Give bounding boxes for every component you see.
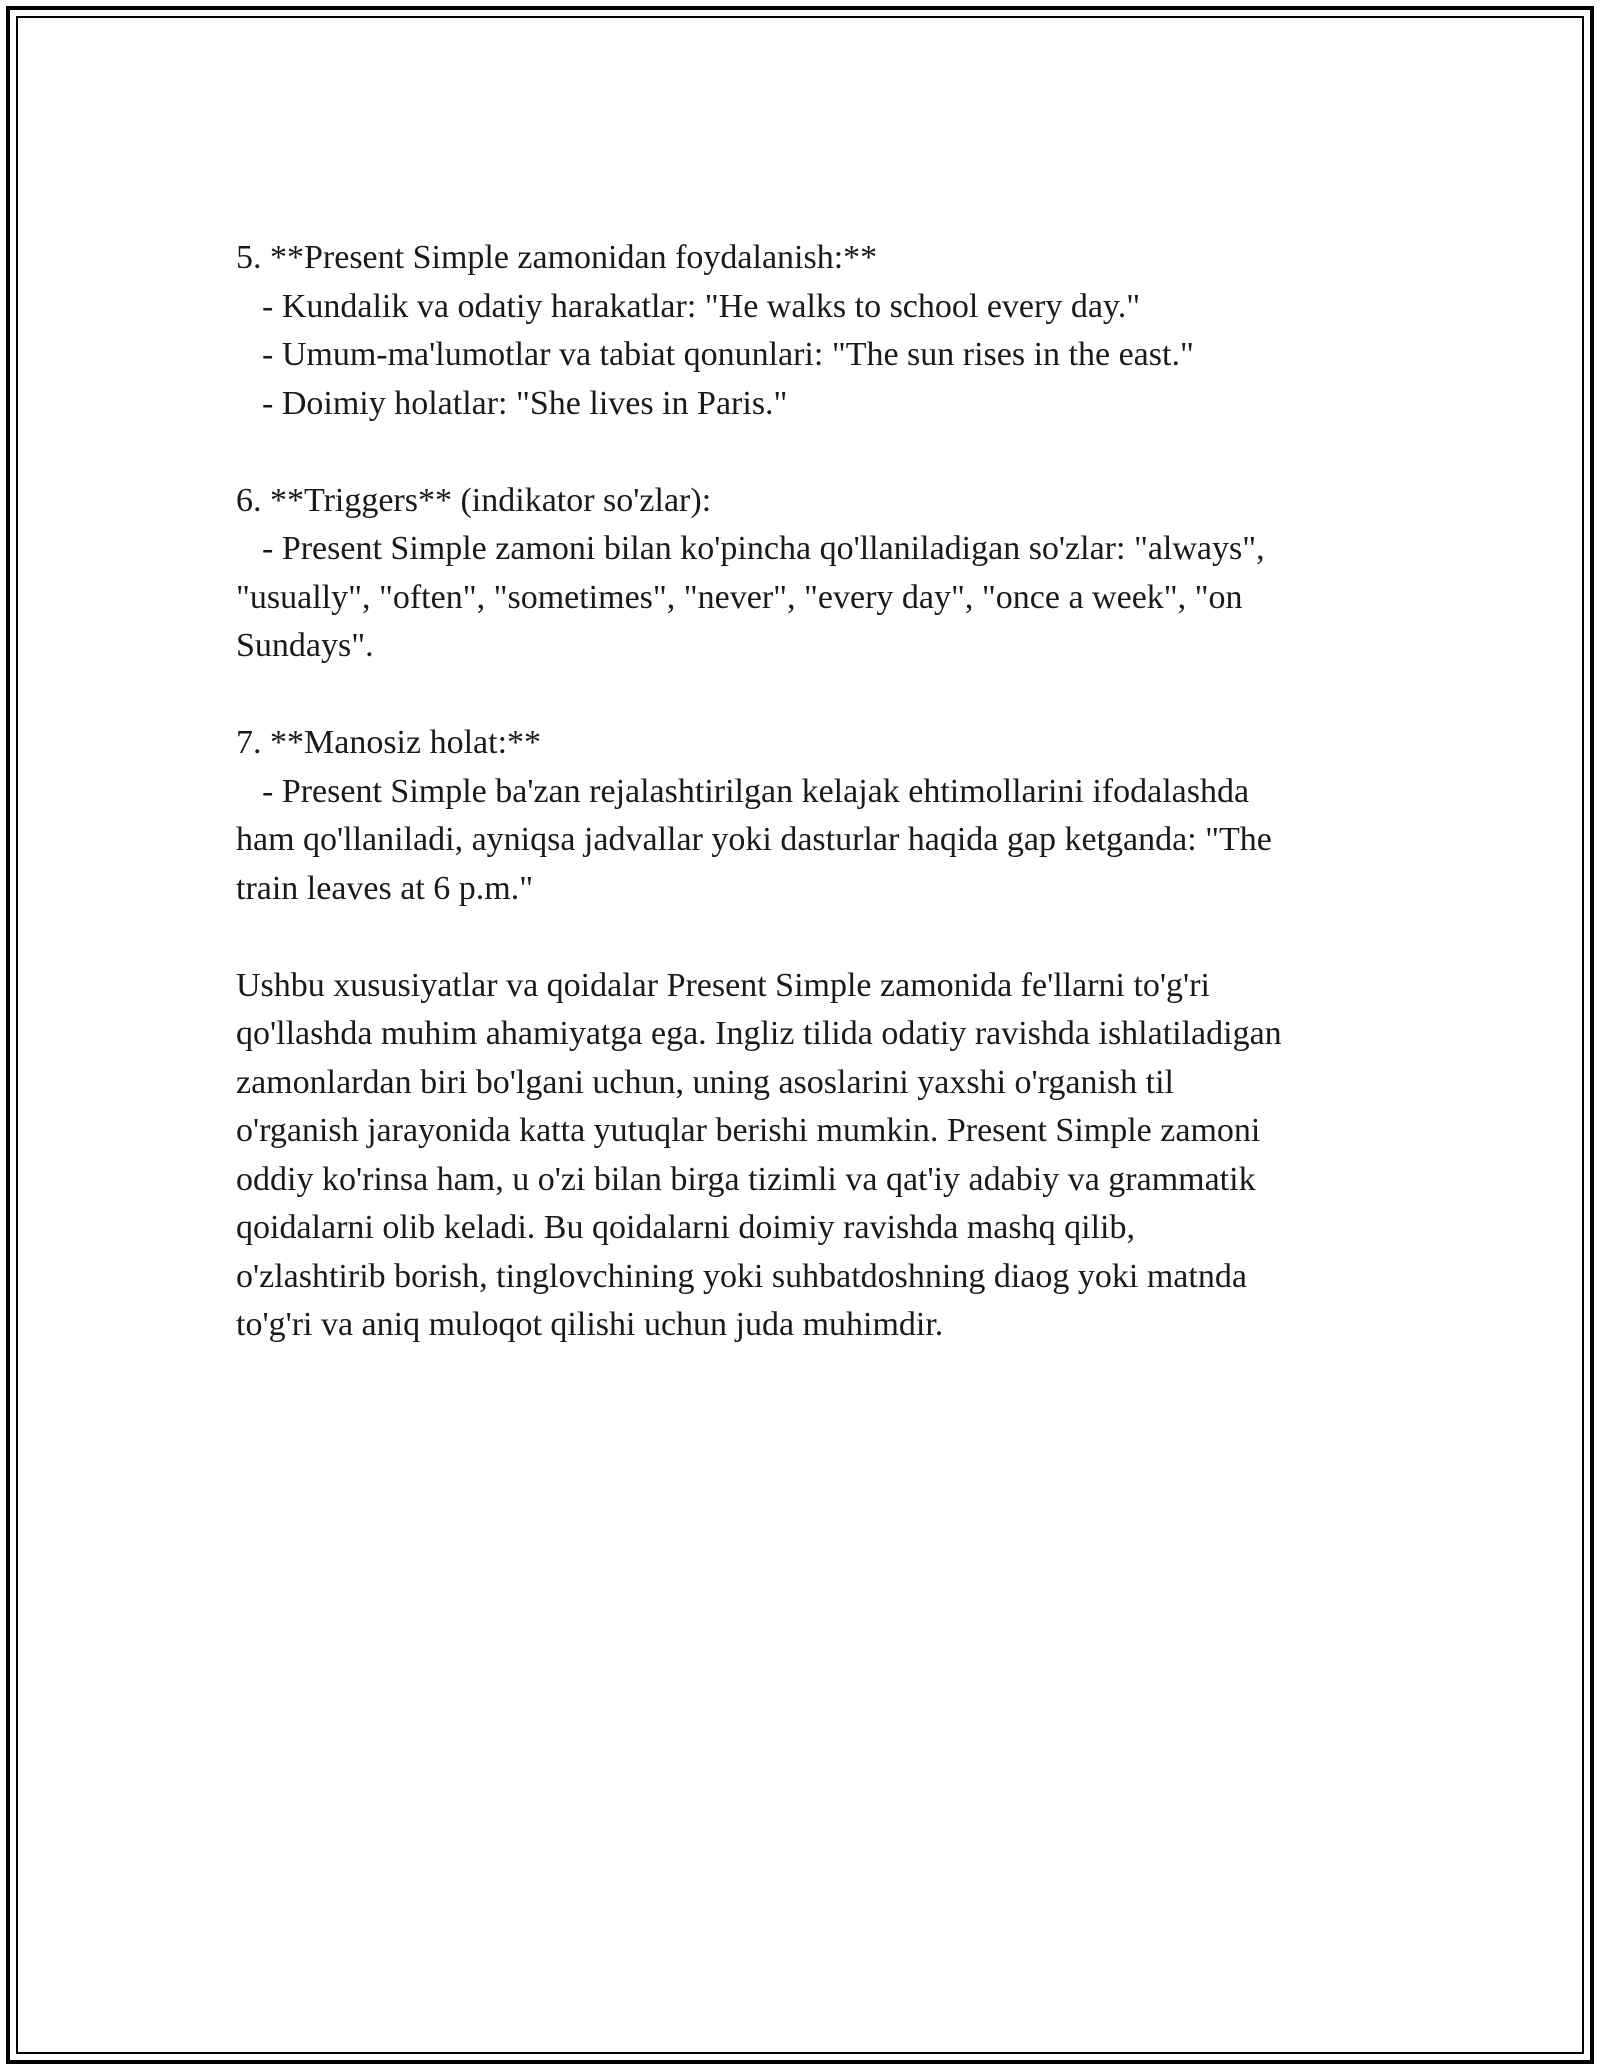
- conclusion-line: zamonlardan biri bo'lgani uchun, uning asoslarini yaxshi o'rganish til: [236, 1063, 1174, 1101]
- conclusion-line: oddiy ko'rinsa ham, u o'zi bilan birga tizimli va qat'iy adabiy va grammatik: [236, 1160, 1256, 1198]
- conclusion-line: o'zlashtirib borish, tinglovchining yoki suhbatdoshning diaog yoki matnda: [236, 1257, 1247, 1295]
- section-6-item-line: Sundays".: [236, 627, 374, 664]
- section-6-item-line: - Present Simple zamoni bilan ko'pincha qo'llaniladigan so'zlar: "always",: [262, 530, 1265, 567]
- conclusion-line: to'g'ri va aniq muloqot qilishi uchun juda muhimdir.: [236, 1306, 944, 1343]
- paragraph-gap: [236, 671, 1366, 720]
- section-6: [236, 477, 1366, 671]
- section-7-item-line: ham qo'llaniladi, ayniqsa jadvallar yoki dasturlar haqida gap ketganda: "The: [236, 821, 1272, 858]
- section-5-item: - Doimiy holatlar: "She lives in Paris.": [262, 384, 788, 422]
- section-7-item-line: - Present Simple ba'zan rejalashtirilgan kelajak ehtimollarini ifodalashda: [262, 772, 1250, 810]
- section-5-item: - Umum-ma'lumotlar va tabiat qonunlari: "The sun rises in the east.": [262, 336, 1194, 373]
- section-5-item: - Kundalik va odatiy harakatlar: "He walks to school every day.": [262, 287, 1141, 325]
- section-5-heading: 5. **Present Simple zamonidan foydalanish:**: [236, 239, 878, 276]
- conclusion-line: qoidalarni olib keladi. Bu qoidalarni doimiy ravishda mashq qilib,: [236, 1209, 1135, 1246]
- conclusion-line: Ushbu xususiyatlar va qoidalar Present Simple zamonida fe'llarni to'g'ri: [236, 966, 1210, 1004]
- conclusion-line: o'rganish jarayonida katta yutuqlar berishi mumkin. Present Simple zamoni: [236, 1112, 1261, 1149]
- paragraph-gap: [236, 913, 1366, 962]
- conclusion-paragraph: [236, 962, 1366, 1350]
- conclusion-line: qo'llashda muhim ahamiyatga ega. Ingliz tilida odatiy ravishda ishlatiladigan: [236, 1015, 1282, 1052]
- section-7: [236, 719, 1366, 913]
- paragraph-gap: [236, 428, 1366, 477]
- document-body: [236, 234, 1366, 1350]
- section-7-heading: 7. **Manosiz holat:**: [236, 724, 542, 761]
- section-5: [236, 234, 1366, 428]
- section-6-item-line: "usually", "often", "sometimes", "never", "every day", "once a week", "on: [236, 578, 1243, 616]
- section-7-item-line: train leaves at 6 p.m.": [236, 869, 534, 907]
- section-6-heading: 6. **Triggers** (indikator so'zlar):: [236, 481, 712, 519]
